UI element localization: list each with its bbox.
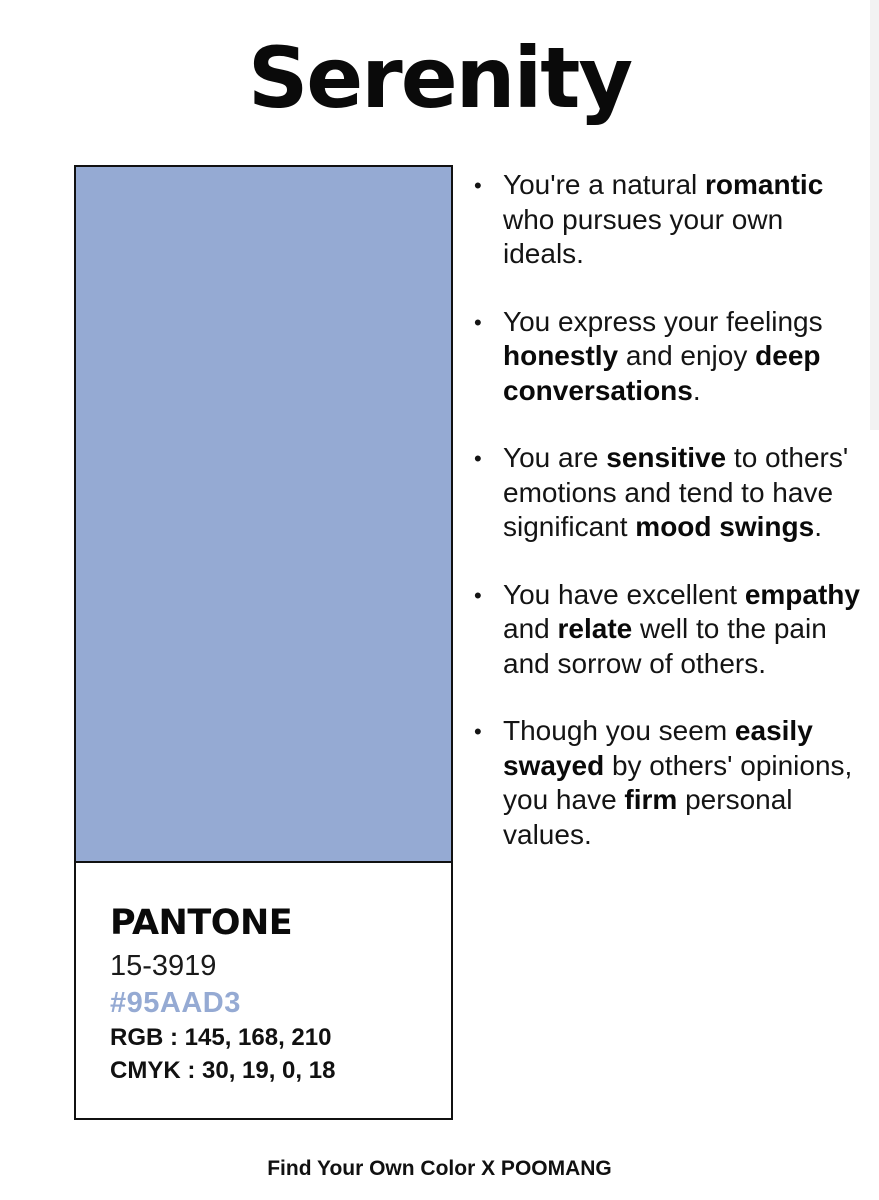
hex-code: #95AAD3 — [110, 987, 241, 1019]
trait-emphasis: sensitive — [606, 442, 727, 473]
trait-segment: . — [814, 511, 822, 542]
trait-segment: . — [692, 374, 701, 406]
page-title: Serenity — [247, 29, 632, 127]
trait-emphasis: mood swings — [635, 511, 815, 542]
trait-segment: and enjoy — [618, 340, 756, 371]
trait-text — [503, 306, 823, 406]
trait-text — [503, 442, 848, 542]
trait-segment: and — [503, 613, 558, 644]
trait-segment: by others' opinions, you have — [503, 749, 853, 815]
bullet-icon: • — [474, 582, 482, 608]
trait-segment: well to the pain and sorrow of others. — [503, 613, 827, 679]
trait-segment: You express your feelings — [503, 305, 823, 337]
trait-segment: personal values. — [503, 784, 793, 850]
trait-item — [470, 305, 870, 409]
rgb-values: RGB : 145, 168, 210 — [110, 1024, 332, 1051]
trait-text — [503, 169, 823, 269]
trait-emphasis: deep conversations — [503, 340, 821, 406]
trait-item — [470, 441, 870, 545]
personality-traits-list — [470, 168, 870, 885]
color-swatch — [76, 167, 451, 863]
trait-emphasis: honestly — [503, 340, 619, 371]
trait-item — [470, 578, 870, 682]
trait-segment: Though you seem — [503, 715, 735, 746]
trait-segment: You have excellent — [503, 578, 745, 610]
color-info — [110, 901, 430, 1087]
trait-text — [503, 715, 852, 850]
trait-segment: who pursues your own ideals. — [503, 203, 784, 269]
trait-emphasis: empathy — [744, 578, 860, 610]
trait-emphasis: firm — [624, 784, 678, 815]
bullet-icon: • — [474, 309, 482, 335]
bullet-icon: • — [474, 173, 482, 198]
bullet-icon: • — [474, 446, 482, 471]
pantone-code: 15-3919 — [110, 950, 217, 982]
pantone-brand-label: PANTONE — [110, 903, 293, 943]
trait-segment: You're a natural — [503, 169, 706, 200]
bullet-icon: • — [474, 719, 482, 744]
trait-item — [470, 168, 870, 272]
trait-item — [470, 714, 870, 852]
trait-segment: You are — [503, 442, 607, 473]
trait-emphasis: romantic — [705, 169, 824, 200]
footer-credit: Find Your Own Color X POOMANG — [267, 1157, 612, 1180]
trait-text — [503, 579, 860, 679]
trait-emphasis: easily swayed — [503, 715, 813, 781]
cmyk-values: CMYK : 30, 19, 0, 18 — [110, 1057, 336, 1084]
trait-segment: to others' emotions and tend to have significant — [503, 442, 849, 542]
pantone-color-card — [74, 165, 453, 1120]
trait-emphasis: relate — [557, 613, 633, 644]
